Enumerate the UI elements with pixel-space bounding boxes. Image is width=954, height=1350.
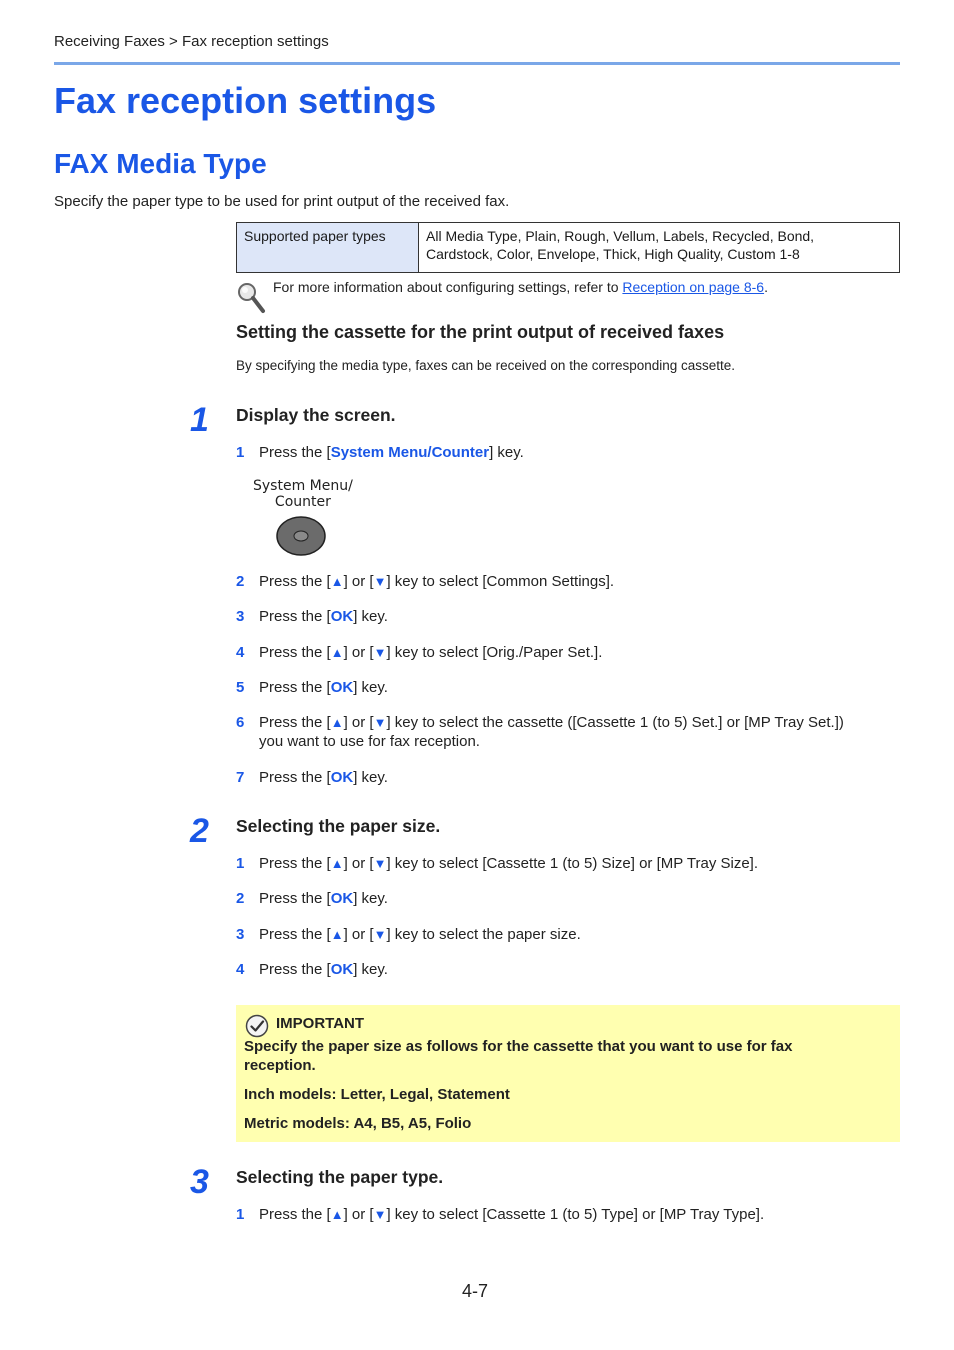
table-value-cell	[419, 223, 900, 273]
section-intro: Specify the paper type to be used for print output of the received fax.	[54, 193, 510, 210]
table-value-line: All Media Type, Plain, Rough, Vellum, Labels, Recycled, Bond,	[426, 228, 815, 244]
ok-key-label: OK	[330, 679, 354, 696]
checkmark-icon	[245, 1014, 269, 1038]
up-arrow-icon: ▲	[330, 715, 344, 730]
substep: 1 Press the [▲] or [▼] key to select [Cassette 1 (to 5) Size] or [MP Tray Size].	[236, 855, 758, 872]
ok-key-label: OK	[330, 769, 354, 786]
reception-link[interactable]: Reception on page 8-6	[622, 279, 765, 295]
header-rule	[54, 62, 900, 65]
substep: 1 Press the [System Menu/Counter] key.	[236, 444, 524, 461]
note-end: .	[764, 279, 768, 295]
ok-key-label: OK	[330, 608, 354, 625]
substep: 2 Press the [OK] key.	[236, 890, 388, 907]
page-title: Fax reception settings	[54, 80, 437, 121]
substep: 5 Press the [OK] key.	[236, 679, 388, 696]
ok-key-label: OK	[330, 961, 354, 978]
important-text: Specify the paper size as follows for the cassette that you want to use for fax reception.	[244, 1038, 793, 1074]
substep: 3 Press the [OK] key.	[236, 608, 388, 625]
step-number: 2	[190, 812, 209, 850]
up-arrow-icon: ▲	[330, 574, 344, 589]
subheading: Setting the cassette for the print output of received faxes	[236, 322, 725, 342]
section-heading: FAX Media Type	[54, 148, 267, 179]
down-arrow-icon: ▼	[373, 574, 387, 589]
magnifier-icon	[236, 281, 266, 315]
substep: 4 Press the [▲] or [▼] key to select [Orig./Paper Set.].	[236, 644, 603, 661]
down-arrow-icon: ▼	[373, 1207, 387, 1222]
step-title: Display the screen.	[236, 405, 396, 425]
substep: 6 Press the [▲] or [▼] key to select the cassette ([Cassette 1 (to 5) Set.] or [MP Tray Set.]) you want to use for fax reception.	[236, 714, 844, 750]
up-arrow-icon: ▲	[330, 927, 344, 942]
substep-number: 1	[236, 444, 245, 461]
note-text	[273, 279, 768, 295]
down-arrow-icon: ▼	[373, 856, 387, 871]
up-arrow-icon: ▲	[330, 1207, 344, 1222]
substep: 3 Press the [▲] or [▼] key to select the paper size.	[236, 926, 581, 943]
substep: 4 Press the [OK] key.	[236, 961, 388, 978]
step-title: Selecting the paper size.	[236, 816, 441, 836]
description: By specifying the media type, faxes can be received on the corresponding cassette.	[236, 358, 736, 373]
up-arrow-icon: ▲	[330, 856, 344, 871]
step-number: 1	[190, 401, 209, 439]
supported-paper-table	[236, 222, 900, 273]
substep: 1 Press the [▲] or [▼] key to select [Cassette 1 (to 5) Type] or [MP Tray Type].	[236, 1206, 765, 1223]
ok-key-label: OK	[330, 890, 354, 907]
up-arrow-icon: ▲	[330, 645, 344, 660]
important-metric: Metric models: A4, B5, A5, Folio	[244, 1115, 472, 1132]
page-number: 4-7	[462, 1281, 489, 1301]
substep: 7 Press the [OK] key.	[236, 769, 388, 786]
step-number: 3	[190, 1163, 209, 1201]
down-arrow-icon: ▼	[373, 645, 387, 660]
important-inch: Inch models: Letter, Legal, Statement	[244, 1086, 510, 1103]
system-menu-key-label: System Menu/Counter	[330, 444, 490, 461]
table-row	[237, 223, 900, 273]
system-menu-key-icon	[276, 516, 326, 556]
breadcrumb: Receiving Faxes > Fax reception settings	[54, 33, 329, 50]
table-label-cell: Supported paper types	[237, 223, 419, 273]
system-menu-key-caption: System Menu/ Counter	[253, 478, 353, 510]
important-title: IMPORTANT	[276, 1015, 365, 1032]
down-arrow-icon: ▼	[373, 715, 387, 730]
note-lead: For more information about configuring settings, refer to	[273, 279, 623, 295]
table-value-line: Cardstock, Color, Envelope, Thick, High Quality, Custom 1-8	[426, 246, 800, 262]
substep: 2 Press the [▲] or [▼] key to select [Common Settings].	[236, 573, 615, 590]
down-arrow-icon: ▼	[373, 927, 387, 942]
step-title: Selecting the paper type.	[236, 1167, 444, 1187]
